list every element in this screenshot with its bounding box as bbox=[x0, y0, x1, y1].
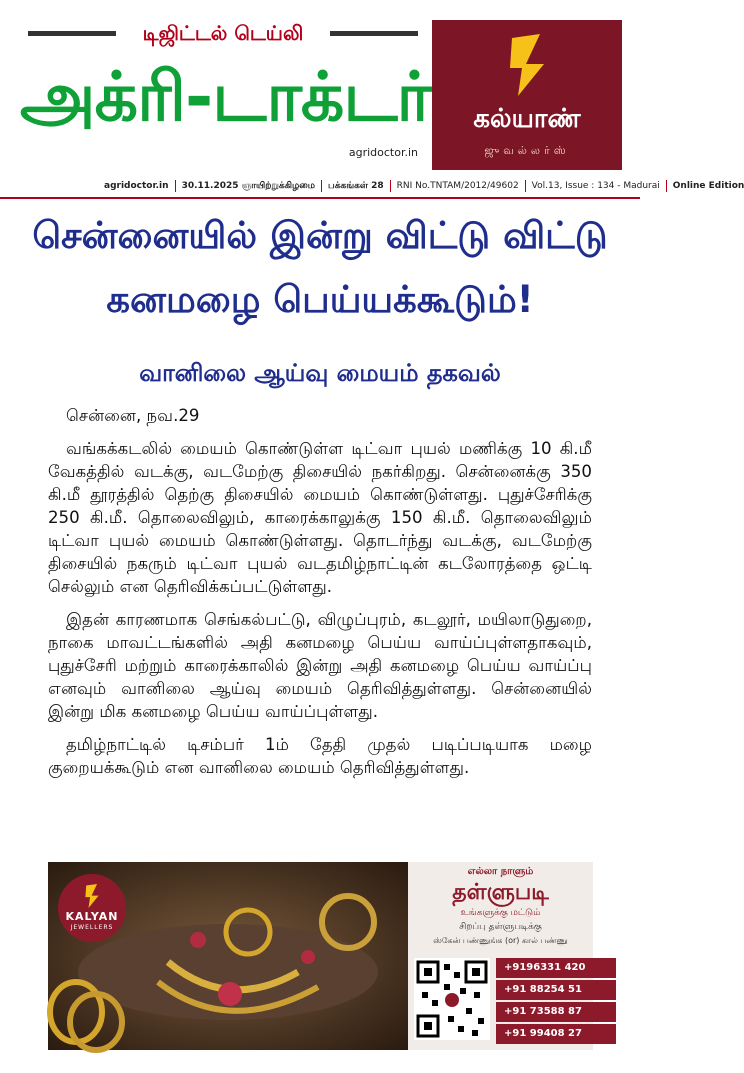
masthead-url[interactable]: agridoctor.in bbox=[348, 146, 418, 159]
info-divider bbox=[175, 180, 176, 192]
info-divider bbox=[525, 180, 526, 192]
article-headline bbox=[20, 204, 620, 332]
phone-number[interactable]: +9196331 420 bbox=[496, 958, 616, 978]
info-divider bbox=[666, 180, 667, 192]
kalyan-k-icon bbox=[82, 884, 102, 908]
kalyan-bottom-logo bbox=[58, 874, 126, 942]
top-ad-sub: ஜுவல்லர்ஸ் bbox=[484, 144, 570, 157]
phone-number[interactable]: +91 99408 27 bbox=[496, 1024, 616, 1044]
masthead-tagline: டிஜிட்டல் டெய்லி bbox=[142, 21, 304, 45]
bottom-ad-title: தள்ளுபடி bbox=[452, 880, 549, 905]
phone-number[interactable]: +91 88254 51 bbox=[496, 980, 616, 1000]
bottom-ad-brand: KALYAN bbox=[65, 910, 119, 923]
kalyan-logo-icon bbox=[504, 34, 550, 96]
info-pages: பக்கங்கள் 28 bbox=[328, 180, 384, 191]
headline-line-1: சென்னையில் இன்று விட்டு விட்டு bbox=[32, 214, 608, 257]
phone-number[interactable]: +91 73588 87 bbox=[496, 1002, 616, 1022]
bottom-ad-tagline: உங்களுக்கு மட்டும் bbox=[460, 908, 541, 918]
article-paragraph: இதன் காரணமாக செங்கல்பட்டு, விழுப்புரம், கடலூர், மயிலாடுதுறை, நாகை மாவட்டங்களில் அதி கனமழை பெய்ய வாய்ப்புள்ளதாகவும், புதுச்சேரி மற்றும் காரைக்காலில் இன்று அதி கனமழை பெய்ய வாய்ப்பு எனவும் வானிலை ஆய்வு மையம் தெரிவித்துள்ளது. சென்னையில் இன்று மிக கனமழை பெய்ய வாய்ப்புள்ளது. bbox=[48, 610, 592, 721]
bottom-ad-offer: சிறப்பு தள்ளுபடிக்கு bbox=[459, 922, 542, 932]
bottom-advertisement[interactable] bbox=[48, 862, 593, 1050]
top-advertisement[interactable] bbox=[432, 20, 622, 170]
info-volume: Vol.13, Issue : 134 - Madurai bbox=[531, 181, 660, 191]
bottom-ad-top-line: எல்லா நாளும் bbox=[467, 866, 534, 877]
top-ad-brand: கல்யாண் bbox=[473, 104, 581, 134]
info-edition: Online Edition bbox=[672, 181, 744, 191]
headline-line-2: கனமழை பெய்யக்கூடும்! bbox=[106, 278, 534, 321]
info-divider bbox=[390, 180, 391, 192]
issue-info-bar bbox=[104, 178, 744, 194]
article-dateline: சென்னை, நவ.29 bbox=[66, 406, 200, 425]
bottom-ad-phone-list bbox=[496, 958, 616, 1046]
info-divider bbox=[321, 180, 322, 192]
masthead-logo-title[interactable]: அக்ரி-டாக்டர் bbox=[20, 58, 432, 137]
article-subheadline: வானிலை ஆய்வு மையம் தகவல் bbox=[139, 359, 501, 387]
info-date: 30.11.2025 ஞாயிற்றுக்கிழமை bbox=[181, 180, 316, 191]
bottom-ad-offer-detail: ஸ்கேன் பண்ணுங்க (or) கால் பண்ணு bbox=[433, 936, 568, 945]
article-body bbox=[48, 404, 592, 789]
masthead-tagline-block bbox=[28, 20, 418, 46]
article-paragraph: தமிழ்நாட்டில் டிசம்பர் 1ம் தேதி முதல் படிப்படியாக மழை குறையக்கூடும் என வானிலை மையம் தெரிவித்துள்ளது. bbox=[48, 735, 592, 777]
masthead-rule bbox=[0, 197, 640, 199]
info-site[interactable]: agridoctor.in bbox=[104, 181, 169, 191]
article-paragraph: வங்கக்கடலில் மையம் கொண்டுள்ள டிட்வா புயல் மணிக்கு 10 கி.மீ வேகத்தில் வடக்கு, வடமேற்கு திசையில் நகர்கிறது. சென்னைக்கு 350 கி.மீ தூரத்தில் தெற்கு திசையில் மையம் கொண்டுள்ளது. புதுச்சேரிக்கு 250 கி.மீ. தொலைவிலும், காரைக்காலுக்கு 150 கி.மீ. தொலைவிலும் டிட்வா புயல் மையம் கொண்டுள்ளது. தொடர்ந்து வடக்கு, வடமேற்கு திசையில் நகரும் டிட்வா புயல் வடதமிழ்நாட்டின் கடலோரத்தை ஒட்டி செல்லும் என தெரிவிக்கப்பட்டுள்ளது. bbox=[48, 439, 592, 596]
bottom-ad-offer-panel bbox=[408, 862, 593, 1050]
info-rni: RNI No.TNTAM/2012/49602 bbox=[396, 181, 519, 191]
masthead bbox=[0, 0, 744, 200]
bottom-ad-brand-sub: JEWELLERS bbox=[70, 924, 114, 931]
qr-code-icon[interactable] bbox=[414, 958, 490, 1040]
